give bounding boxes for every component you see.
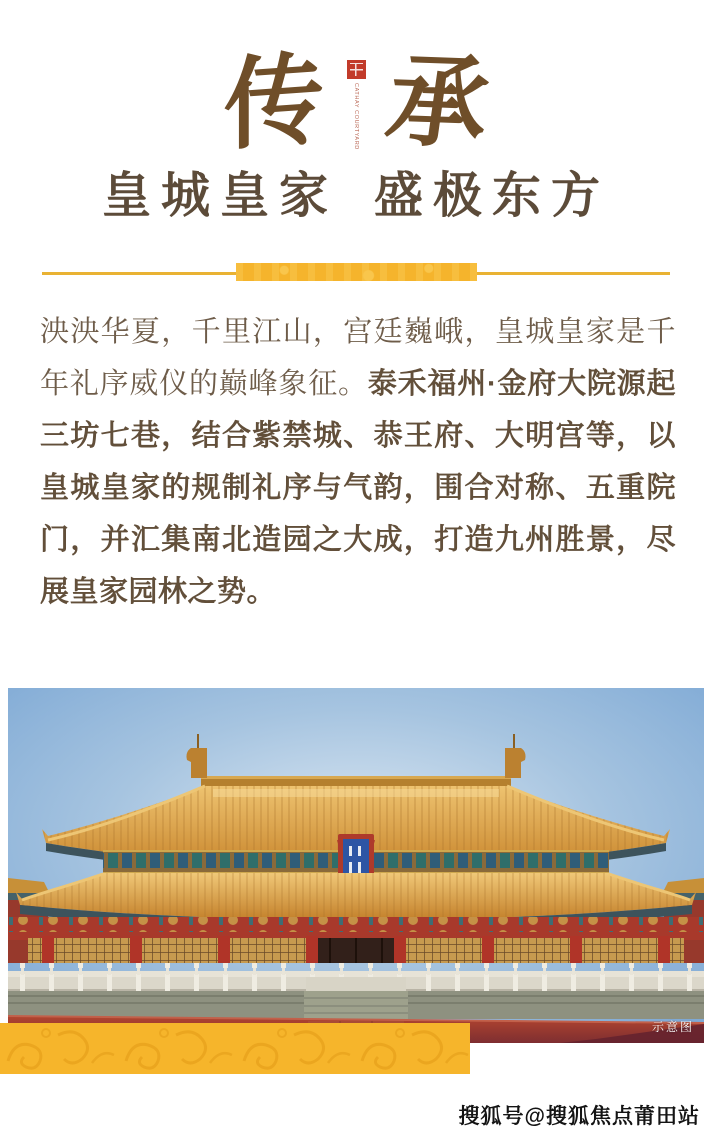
page-title xyxy=(0,34,712,170)
terrace xyxy=(8,991,704,1019)
title-char-right: 承 xyxy=(379,41,497,163)
column-row xyxy=(8,932,704,963)
photo-caption: 示意图 xyxy=(651,1020,694,1034)
balustrade xyxy=(8,963,704,993)
gold-dragon-band xyxy=(0,1023,470,1074)
body-paragraph xyxy=(40,306,676,618)
title-char-left: 传 xyxy=(224,39,324,165)
subtitle xyxy=(0,160,712,224)
subtitle-left: 皇城皇家 xyxy=(101,166,338,224)
brand-seal-text: CATHAY COURTYARD xyxy=(353,83,359,150)
paragraph-normal: 泱泱华夏，千里江山，宫廷巍峨，皇城皇家是千年礼序威仪的巅峰象征。 xyxy=(40,316,676,400)
paragraph-bold: 泰禾福州·金府大院源起三坊七巷，结合紫禁城、恭王府、大明宫等，以皇城皇家的规制礼序与气韵，围合对称、五重院门，并汇集南北造园之大成，打造九州胜景，尽展皇家园林之势。 xyxy=(40,368,676,608)
red-seal-icon xyxy=(347,60,366,79)
divider-center-bar xyxy=(236,263,477,281)
watermark-text: 搜狐号@搜狐焦点莆田站 xyxy=(458,1105,700,1128)
palace-photo xyxy=(8,688,704,1043)
architrave-band xyxy=(8,917,704,932)
gold-divider xyxy=(0,262,712,284)
palace-illustration xyxy=(8,688,704,1043)
dragon-pattern xyxy=(0,1023,470,1074)
subtitle-right: 盛极东方 xyxy=(374,166,611,224)
